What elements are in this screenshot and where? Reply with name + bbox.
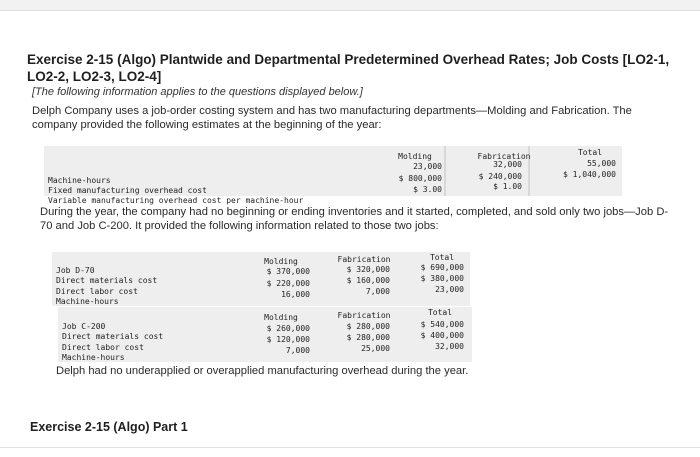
divider bbox=[0, 447, 700, 448]
header-fabrication: Fabrication bbox=[337, 255, 391, 264]
info-note: [The following information applies to the questions displayed below.] bbox=[32, 86, 363, 98]
job-name: Job D-70 bbox=[56, 266, 95, 275]
cell-value: $ 690,000 bbox=[420, 263, 464, 272]
cell-value: 23,000 bbox=[413, 162, 442, 171]
cell-value: $ 1.00 bbox=[493, 182, 522, 191]
cell-value: $ 260,000 bbox=[266, 324, 310, 333]
cell-value: 32,000 bbox=[493, 160, 522, 169]
cell-value: 7,000 bbox=[285, 346, 310, 355]
job-d70-table bbox=[52, 252, 470, 306]
job-c200-table bbox=[58, 307, 472, 362]
intro-paragraph: Delph Company uses a job-order costing system and has two manufacturing departments—Molding and Fabrication. The company provided the following estimates at the beginning of the year: bbox=[32, 105, 632, 131]
cell-value: $ 1,040,000 bbox=[563, 170, 616, 179]
header-fabrication: Fabrication bbox=[337, 311, 391, 320]
cell-value: $ 280,000 bbox=[346, 322, 390, 331]
row-label: Direct materials cost bbox=[62, 332, 164, 341]
header-total: Total bbox=[427, 308, 453, 317]
exercise-title: Exercise 2-15 (Algo) Plantwide and Departmental Predetermined Overhead Rates; Job Costs [LO2-1, LO2-2, LO2-3, LO2-4] bbox=[27, 52, 670, 84]
cell-value: $ 120,000 bbox=[266, 335, 310, 344]
row-label: Direct materials cost bbox=[56, 276, 158, 285]
cell-value: $ 3.00 bbox=[413, 185, 442, 194]
cell-value: $ 320,000 bbox=[346, 265, 390, 274]
job-name: Job C-200 bbox=[62, 322, 106, 331]
row-label: Fixed manufacturing overhead cost bbox=[48, 186, 207, 195]
cell-value: 23,000 bbox=[435, 285, 464, 294]
during-year-paragraph: During the year, the company had no beginning or ending inventories and it started, completed, and sold only two jobs—Job D-70 and Job C-200. It provided the following information related to those two jobs: bbox=[40, 206, 669, 232]
cell-value: 32,000 bbox=[435, 342, 464, 351]
row-label: Variable manufacturing overhead cost per machine-hour bbox=[48, 196, 304, 205]
row-label: Machine-hours bbox=[62, 353, 125, 362]
row-label: Direct labor cost bbox=[56, 287, 138, 296]
cell-value: $ 240,000 bbox=[478, 172, 522, 181]
row-label: Machine-hours bbox=[56, 297, 119, 306]
cell-value: $ 220,000 bbox=[266, 279, 310, 288]
cell-value: $ 400,000 bbox=[420, 331, 464, 340]
header-fabrication: Fabrication bbox=[477, 152, 531, 161]
header-total: Total bbox=[429, 253, 455, 262]
header-molding: Molding bbox=[398, 152, 432, 161]
header-molding: Molding bbox=[264, 313, 298, 322]
part-heading: Exercise 2-15 (Algo) Part 1 bbox=[30, 420, 188, 434]
cell-value: 7,000 bbox=[365, 287, 390, 296]
row-label: Machine-hours bbox=[48, 176, 111, 185]
header-molding: Molding bbox=[264, 257, 298, 266]
top-bar bbox=[0, 0, 700, 11]
cell-value: 16,000 bbox=[281, 290, 310, 299]
cell-value: 55,000 bbox=[587, 159, 616, 168]
cell-value: $ 160,000 bbox=[346, 276, 390, 285]
cell-value: $ 280,000 bbox=[346, 333, 390, 342]
estimates-table bbox=[44, 146, 622, 205]
cell-value: $ 370,000 bbox=[266, 267, 310, 276]
row-label: Direct labor cost bbox=[62, 343, 144, 352]
cell-value: $ 800,000 bbox=[398, 174, 442, 183]
header-total: Total bbox=[577, 148, 603, 157]
closing-paragraph: Delph had no underapplied or overapplied manufacturing overhead during the year. bbox=[56, 365, 469, 377]
cell-value: 25,000 bbox=[361, 344, 390, 353]
cell-value: $ 540,000 bbox=[420, 320, 464, 329]
cell-value: $ 380,000 bbox=[420, 274, 464, 283]
